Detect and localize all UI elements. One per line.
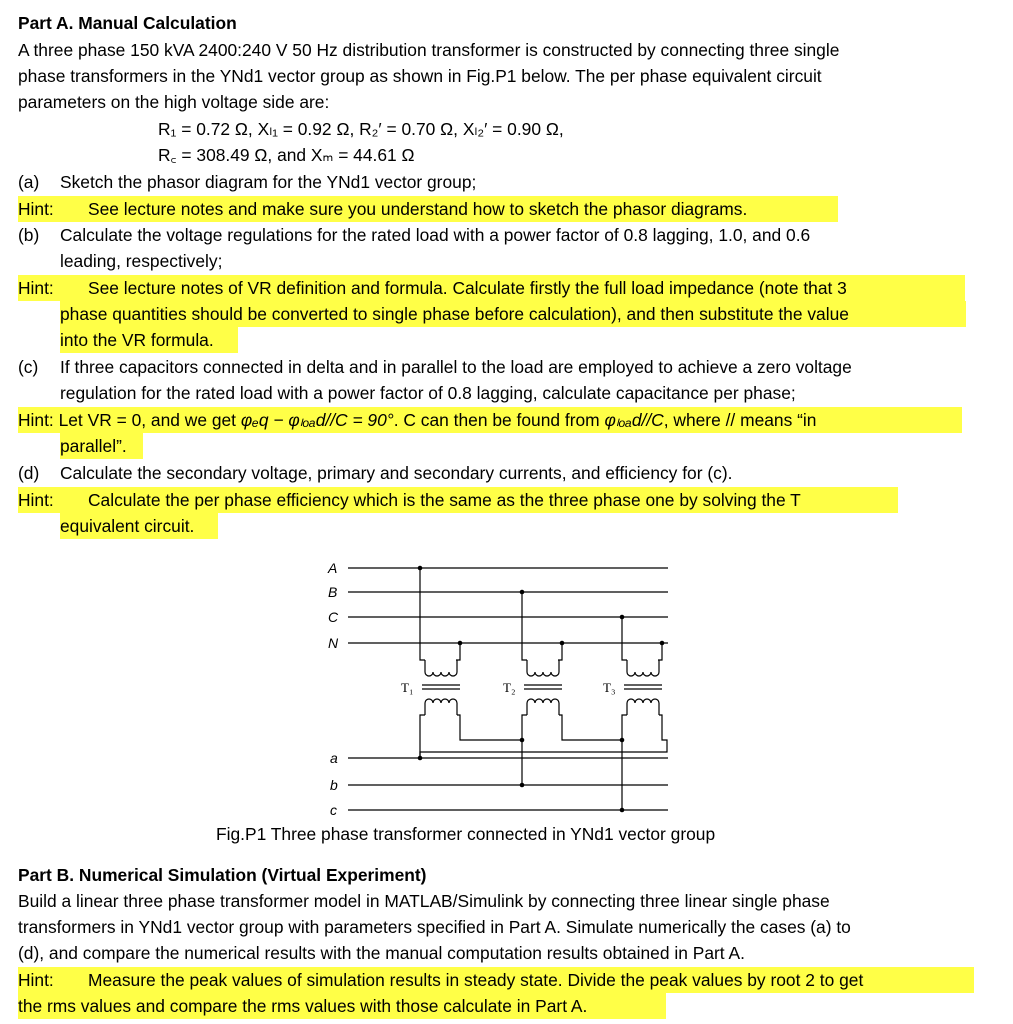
t2-primary-lead xyxy=(522,592,527,660)
item-a-text: Sketch the phasor diagram for the YNd1 vector group; xyxy=(60,172,477,192)
primary-label-n: N xyxy=(328,635,339,651)
primary-label-b: B xyxy=(328,584,338,600)
primary-label-a: A xyxy=(328,560,338,576)
secondary-label-a: a xyxy=(330,750,338,766)
transformer-label-t1: T₁ xyxy=(401,680,414,695)
hint-b-text-1: See lecture notes of VR definition and formula. Calculate firstly the full load impedance (note that 3 xyxy=(88,278,847,298)
t2-secondary-left-lead xyxy=(522,715,527,785)
parameters-line-1: R₁ = 0.72 Ω, Xₗ₁ = 0.92 Ω, R₂′ = 0.70 Ω, Xₗ₂′ = 0.90 Ω, xyxy=(158,119,564,139)
hint-a-label: Hint: xyxy=(18,199,54,219)
intro-line-3: parameters on the high voltage side are: xyxy=(18,92,330,112)
primary-label-c: C xyxy=(328,609,339,625)
item-c-text-1: If three capacitors connected in delta and in parallel to the load are employed to achieve a zero voltage xyxy=(60,357,852,377)
transformer-label-t3: T₃ xyxy=(603,680,616,695)
intro-line-1: A three phase 150 kVA 2400:240 V 50 Hz distribution transformer is constructed by connecting three single xyxy=(18,40,840,60)
t1-primary-lead xyxy=(420,568,425,660)
t3-secondary-left-lead xyxy=(622,715,627,810)
hint-b-text-3: into the VR formula. xyxy=(60,327,238,353)
transformer-label-t2: T₂ xyxy=(503,680,516,695)
hint-c-suffix: , where // means “in xyxy=(663,410,817,430)
hint-c-mid: . C can then be found from xyxy=(393,410,605,430)
parameters-line-2: R꜀ = 308.49 Ω, and Xₘ = 44.61 Ω xyxy=(158,145,415,165)
hint-c-line-2: parallel”. xyxy=(60,433,143,459)
hint-c-prefix: Hint: Let VR = 0, and we get xyxy=(18,410,241,430)
t1-secondary-right-lead xyxy=(457,715,522,740)
t3-neutral-lead xyxy=(658,643,662,660)
part-b-line-2: transformers in YNd1 vector group with parameters specified in Part A. Simulate numerically the cases (a) to xyxy=(18,917,851,937)
hint-d-label: Hint: xyxy=(18,490,54,510)
item-b-text-2: leading, respectively; xyxy=(60,251,223,271)
hint-a-text: See lecture notes and make sure you understand how to sketch the phasor diagrams. xyxy=(88,199,748,219)
t2-primary-coil xyxy=(527,660,559,676)
part-b-hint-label: Hint: xyxy=(18,970,54,990)
t1-neutral-lead xyxy=(456,643,460,660)
part-b-hint xyxy=(18,967,974,993)
t2-neutral-lead xyxy=(558,643,562,660)
item-a-label: (a) xyxy=(18,172,40,192)
item-b-label: (b) xyxy=(18,225,40,245)
t3-secondary-right-lead xyxy=(420,715,667,758)
item-d-text: Calculate the secondary voltage, primary and secondary currents, and efficiency for (c). xyxy=(60,463,733,483)
secondary-label-b: b xyxy=(330,777,338,793)
hint-d-text-1: Calculate the per phase efficiency which is the same as the three phase one by solving the T xyxy=(88,490,801,510)
part-b-line-1: Build a linear three phase transformer model in MATLAB/Simulink by connecting three linear single phase xyxy=(18,891,830,911)
hint-b-text-2: phase quantities should be converted to single phase before calculation), and then substitute the value xyxy=(60,301,966,327)
hint-b-label: Hint: xyxy=(18,278,54,298)
t1-primary-coil xyxy=(425,660,457,676)
item-c-text-2: regulation for the rated load with a power factor of 0.8 lagging, calculate capacitance per phase; xyxy=(60,383,796,403)
item-c-label: (c) xyxy=(18,357,39,377)
intro-line-2: phase transformers in the YNd1 vector group as shown in Fig.P1 below. The per phase equivalent circuit xyxy=(18,66,822,86)
part-a-heading: Part A. Manual Calculation xyxy=(18,13,237,33)
part-b-hint-text: Measure the peak values of simulation results in steady state. Divide the peak values by root 2 to get xyxy=(88,970,864,990)
figure-caption: Fig.P1 Three phase transformer connected in YNd1 vector group xyxy=(216,824,716,844)
hint-c-equation: φₑq − φₗₒₐd//C = 90° xyxy=(240,410,394,430)
hint-c-phi: φₗₒₐd//C xyxy=(604,410,664,430)
secondary-label-c: c xyxy=(330,802,337,818)
t3-primary-lead xyxy=(622,617,627,660)
t3-primary-coil xyxy=(627,660,659,676)
t1-secondary-coil xyxy=(425,699,457,715)
item-b-text-1: Calculate the voltage regulations for the rated load with a power factor of 0.8 lagging, 1.0, and 0.6 xyxy=(60,225,811,245)
part-b-hint-line-2: the rms values and compare the rms values with those calculate in Part A. xyxy=(18,993,666,1019)
t2-secondary-right-lead xyxy=(559,715,622,740)
hint-d-text-2: equivalent circuit. xyxy=(60,513,218,539)
item-d-label: (d) xyxy=(18,463,40,483)
part-b-line-3: (d), and compare the numerical results with the manual computation results obtained in Part A. xyxy=(18,943,745,963)
t2-secondary-coil xyxy=(527,699,559,715)
t3-secondary-coil xyxy=(627,699,659,715)
part-b-heading: Part B. Numerical Simulation (Virtual Experiment) xyxy=(18,865,427,885)
